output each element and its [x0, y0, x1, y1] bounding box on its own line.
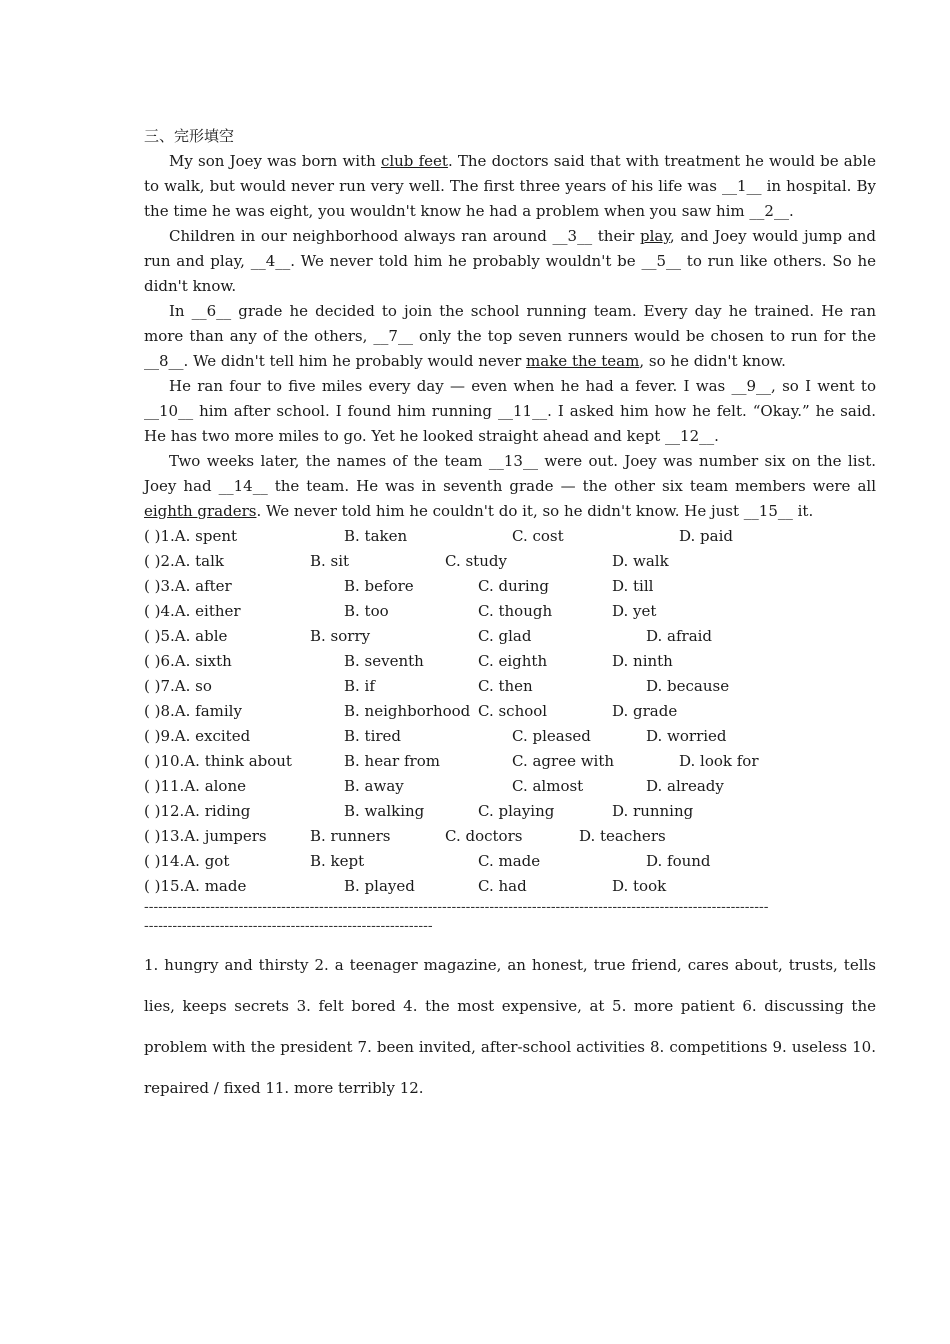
- question-row: [144, 599, 876, 624]
- question-option-d: D. till: [612, 577, 654, 595]
- question-row: [144, 624, 876, 649]
- passage-text: , so he didn't know.: [639, 352, 786, 370]
- question-option-b: B. hear from: [344, 752, 440, 770]
- question-option-c: C. then: [478, 677, 533, 695]
- question-option-d: D. yet: [612, 602, 657, 620]
- divider: [144, 899, 876, 939]
- question-row: [144, 774, 876, 799]
- cloze-passage: [144, 149, 876, 524]
- question-option-b: B. seventh: [344, 652, 424, 670]
- question-option-a: ( )6.A. sixth: [144, 652, 232, 670]
- divider-line-1: ------------------------------------------------------------------------------------------------------------------------------------: [144, 899, 769, 915]
- question-option-c: C. school: [478, 702, 548, 720]
- question-row: [144, 649, 876, 674]
- question-option-b: B. away: [344, 777, 404, 795]
- answer-key: 1. hungry and thirsty 2. a teenager magazine, an honest, true friend, cares about, trusts, tells lies, keeps secrets 3. felt bored 4. the most expensive, at 5. more patient 6. discussing the problem with the president 7. been invited, after-school activities 8. competitions 9. useless 10. repaired / fixed 11. more terribly 12.: [144, 956, 876, 1097]
- question-row: [144, 874, 876, 899]
- question-option-a: ( )11.A. alone: [144, 777, 247, 795]
- question-row: [144, 549, 876, 574]
- question-option-b: B. walking: [344, 802, 425, 820]
- question-option-d: D. because: [646, 677, 730, 695]
- question-option-b: B. before: [344, 577, 414, 595]
- question-option-a: ( )1.A. spent: [144, 527, 238, 545]
- question-option-d: D. worried: [646, 727, 727, 745]
- question-option-d: D. walk: [612, 552, 669, 570]
- question-row: [144, 674, 876, 699]
- question-option-b: B. sit: [310, 552, 350, 570]
- question-option-c: C. made: [478, 852, 541, 870]
- question-option-d: D. running: [612, 802, 694, 820]
- passage-paragraph: [144, 224, 876, 299]
- question-option-c: C. playing: [478, 802, 555, 820]
- question-option-c: C. had: [478, 877, 527, 895]
- question-option-b: B. runners: [310, 827, 391, 845]
- question-option-c: C. cost: [512, 527, 564, 545]
- question-option-d: D. grade: [612, 702, 678, 720]
- question-option-c: C. agree with: [512, 752, 615, 770]
- question-list: [144, 524, 876, 899]
- question-option-a: ( )12.A. riding: [144, 802, 251, 820]
- question-option-b: B. too: [344, 602, 389, 620]
- question-option-b: B. played: [344, 877, 415, 895]
- question-row: [144, 724, 876, 749]
- question-option-a: ( )8.A. family: [144, 702, 242, 720]
- question-option-a: ( )7.A. so: [144, 677, 212, 695]
- question-row: [144, 849, 876, 874]
- passage-text: Two weeks later, the names of the team __13__ were out. Joey was number six on the list. Joey had __14__ the team. He was in seventh grade — the other six team members were all: [144, 452, 876, 495]
- question-option-b: B. taken: [344, 527, 408, 545]
- question-option-c: C. eighth: [478, 652, 548, 670]
- question-option-c: C. almost: [512, 777, 584, 795]
- passage-paragraph: [144, 149, 876, 224]
- passage-text: , and Joey would jump and run and play, __4__. We never told him he probably wouldn't be __5__ to run like others. So he didn't know.: [144, 227, 876, 295]
- passage-paragraph: [144, 374, 876, 449]
- divider-line-2: -------------------------------------------------------------: [144, 918, 433, 934]
- question-option-c: C. during: [478, 577, 549, 595]
- passage-text: Children in our neighborhood always ran around __3__ their: [169, 227, 641, 245]
- question-option-b: B. sorry: [310, 627, 371, 645]
- passage-text: My son Joey was born with: [169, 152, 381, 170]
- question-option-a: ( )4.A. either: [144, 602, 241, 620]
- question-option-a: ( )2.A. talk: [144, 552, 225, 570]
- question-option-d: D. look for: [679, 752, 759, 770]
- question-option-d: D. already: [646, 777, 724, 795]
- question-row: [144, 799, 876, 824]
- underlined-phrase: play: [640, 227, 670, 245]
- passage-text: . The doctors said that with treatment he would be able to walk, but would never run very well. The first three years of his life was __1__ in hospital. By the time he was eight, you wouldn't know he had a problem when you saw him __2__.: [144, 152, 877, 220]
- question-row: [144, 749, 876, 774]
- document-content: [144, 124, 876, 1109]
- question-row: [144, 574, 876, 599]
- question-option-d: D. afraid: [646, 627, 713, 645]
- question-option-d: D. took: [612, 877, 667, 895]
- question-option-d: D. found: [646, 852, 711, 870]
- section-title: 三、完形填空: [144, 127, 235, 145]
- question-option-c: C. study: [445, 552, 507, 570]
- question-option-c: C. though: [478, 602, 553, 620]
- question-option-a: ( )5.A. able: [144, 627, 228, 645]
- underlined-phrase: eighth graders: [144, 502, 257, 520]
- underlined-phrase: make the team: [526, 352, 640, 370]
- question-option-a: ( )3.A. after: [144, 577, 232, 595]
- question-row: [144, 524, 876, 549]
- question-option-a: ( )14.A. got: [144, 852, 230, 870]
- question-option-a: ( )9.A. excited: [144, 727, 251, 745]
- question-option-b: B. neighborhood: [344, 702, 471, 720]
- passage-paragraph: [144, 299, 876, 374]
- question-option-c: C. glad: [478, 627, 532, 645]
- question-option-c: C. pleased: [512, 727, 591, 745]
- question-option-d: D. paid: [679, 527, 733, 545]
- question-option-a: ( )13.A. jumpers: [144, 827, 267, 845]
- question-row: [144, 824, 876, 849]
- question-option-b: B. kept: [310, 852, 365, 870]
- question-option-a: ( )10.A. think about: [144, 752, 292, 770]
- question-option-d: D. ninth: [612, 652, 673, 670]
- question-option-c: C. doctors: [445, 827, 523, 845]
- question-option-a: ( )15.A. made: [144, 877, 247, 895]
- question-option-b: B. if: [344, 677, 375, 695]
- passage-paragraph: [144, 449, 876, 524]
- underlined-phrase: club feet: [380, 152, 448, 170]
- question-option-d: D. teachers: [579, 827, 666, 845]
- question-row: [144, 699, 876, 724]
- question-option-b: B. tired: [344, 727, 402, 745]
- passage-text: In __6__ grade he decided to join the school running team. Every day he trained. He ran more than any of the others, __7__ only the top seven runners would be chosen to run for the __8__. We didn't tell him he probably would never: [144, 302, 876, 370]
- passage-text: He ran four to five miles every day — even when he had a fever. I was __9__, so I went to __10__ him after school. I found him running __11__. I asked him how he felt. “Okay.” he said. He has two more miles to go. Yet he looked straight ahead and kept __12__.: [144, 377, 876, 445]
- passage-text: . We never told him he couldn't do it, so he didn't know. He just __15__ it.: [256, 502, 814, 520]
